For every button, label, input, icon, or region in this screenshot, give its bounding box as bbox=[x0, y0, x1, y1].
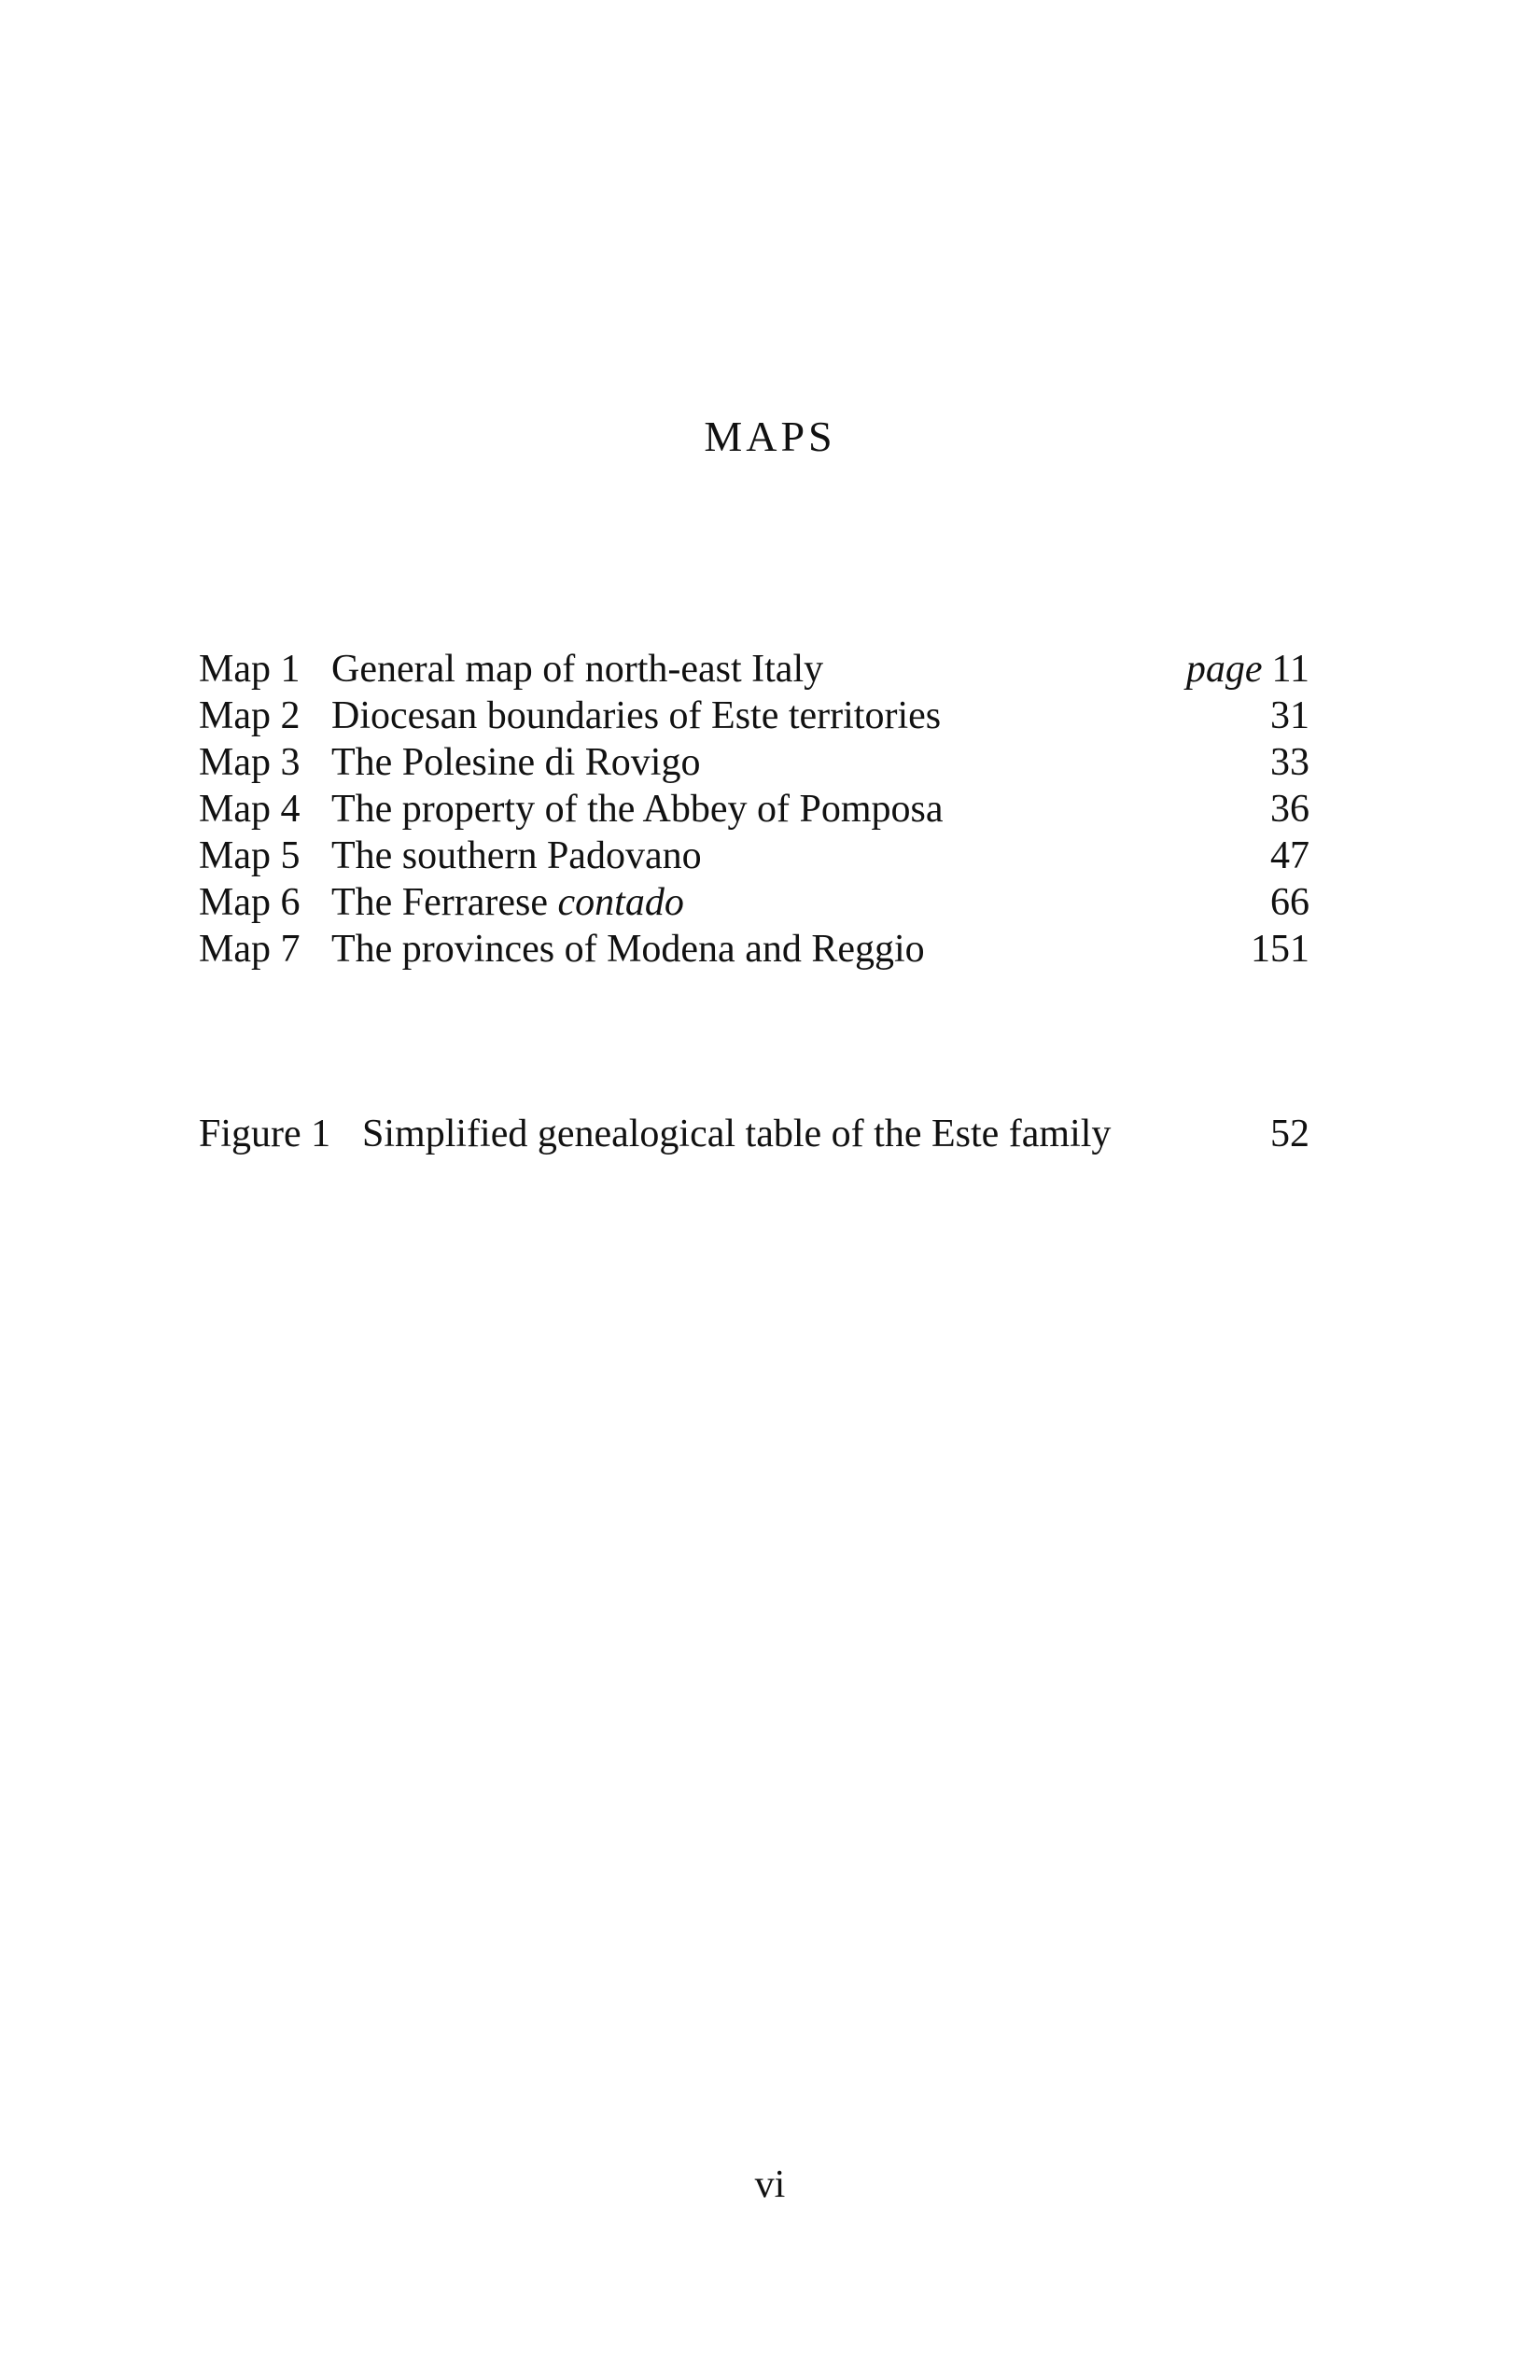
map-title bbox=[331, 879, 684, 926]
map-label: Map 2 bbox=[199, 694, 301, 737]
page-title: MAPS bbox=[704, 413, 836, 460]
list-item bbox=[199, 739, 1309, 786]
list-item bbox=[199, 926, 1309, 973]
list-item bbox=[199, 786, 1309, 833]
map-title: The Polesine di Rovigo bbox=[331, 741, 701, 784]
map-page bbox=[1186, 646, 1309, 693]
map-page-number: 47 bbox=[1270, 834, 1309, 877]
map-title-main: The Ferrarese bbox=[331, 881, 558, 924]
figure-list-item bbox=[199, 1111, 1309, 1157]
map-label: Map 5 bbox=[199, 834, 301, 877]
map-title-italic: contado bbox=[557, 881, 684, 924]
page-prefix: page bbox=[1185, 648, 1263, 691]
list-item bbox=[199, 879, 1309, 926]
map-title: The southern Padovano bbox=[331, 834, 702, 877]
figure-page-number: 52 bbox=[1270, 1113, 1309, 1155]
map-page-number: 33 bbox=[1270, 741, 1309, 784]
map-title: The property of the Abbey of Pomposa bbox=[331, 788, 944, 831]
map-label: Map 4 bbox=[199, 788, 301, 831]
map-title: Diocesan boundaries of Este territories bbox=[331, 694, 942, 737]
list-item bbox=[199, 833, 1309, 879]
map-page-number: 36 bbox=[1270, 788, 1309, 831]
map-page-number: 31 bbox=[1270, 694, 1309, 737]
list-item bbox=[199, 693, 1309, 739]
figure-title: Simplified genealogical table of the Este family bbox=[362, 1113, 1112, 1155]
map-page-number: 151 bbox=[1251, 928, 1309, 971]
map-title: General map of north-east Italy bbox=[331, 648, 824, 691]
map-label: Map 1 bbox=[199, 648, 301, 691]
figure-label: Figure 1 bbox=[199, 1113, 331, 1155]
map-label: Map 7 bbox=[199, 928, 301, 971]
map-label: Map 3 bbox=[199, 741, 301, 784]
list-item bbox=[199, 646, 1309, 693]
maps-list bbox=[199, 646, 1309, 973]
map-page-number: 66 bbox=[1270, 881, 1309, 924]
map-label: Map 6 bbox=[199, 881, 301, 924]
map-page-number: 11 bbox=[1271, 648, 1309, 691]
map-title: The provinces of Modena and Reggio bbox=[331, 928, 925, 971]
page-number: vi bbox=[754, 2163, 786, 2206]
